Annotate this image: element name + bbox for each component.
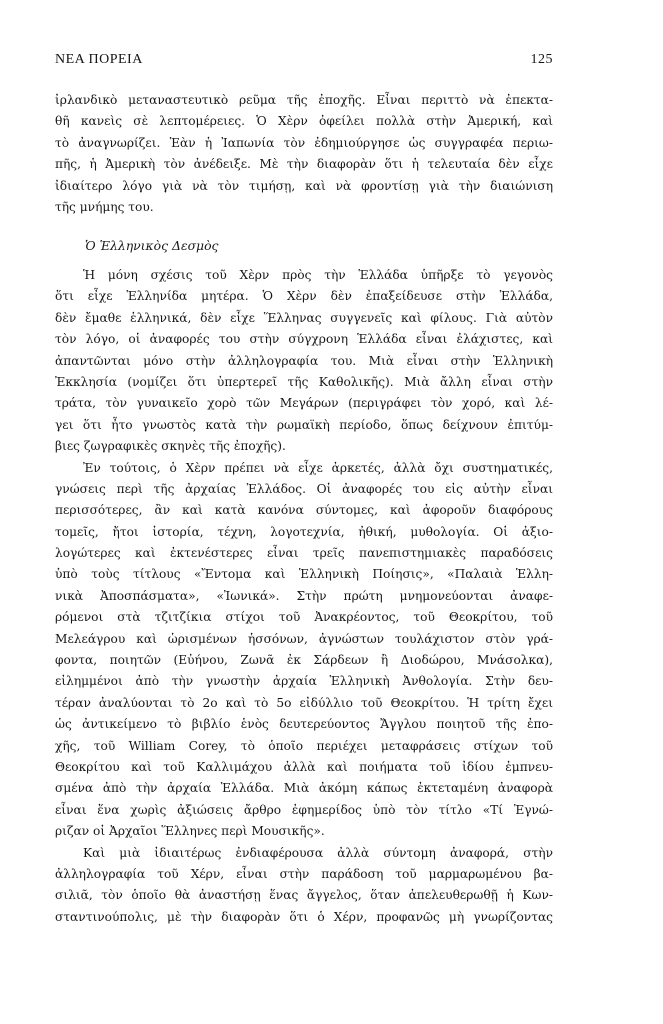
- text-line: λογώτερες καὶ ἐκτενέστερες εἶναι τρεῖς πανεπιστημιακὲς παραδόσεις: [55, 546, 553, 561]
- text-line: Ἐκκλησία (νομίζει ὅτι ὑπερτερεῖ τῆς Καθολικῆς). Μιὰ ἄλλη εἶναι στὴν: [55, 374, 553, 389]
- text-line: φοντα, ποιητῶν (Εὐήνου, Ζωνᾶ ἐκ Σάρδεων ἢ Διοδώρου, Μνάσολκα),: [55, 653, 553, 668]
- text-line: ρόμενοι στὰ τζιτζίκια στίχοι τοῦ Ἀνακρέοντος, τοῦ Θεοκρίτου, τοῦ: [55, 610, 553, 625]
- text-line: τὸν λόγο, οἱ ἀναφορές του στὴν σύγχρονη Ἑλλάδα εἶναι ἐλάχιστες, καὶ: [55, 332, 553, 347]
- text-line: σμένα ἀπὸ τὴν ἀρχαία Ἑλλάδα. Μιὰ ἀκόμη κάπως ἐκτεταμένη ἀναφορὰ: [55, 781, 553, 796]
- text-line: Ἐν τούτοις, ὁ Χὲρν πρέπει νὰ εἶχε ἀρκετές, ἀλλὰ ὄχι συστηματικές,: [83, 460, 553, 475]
- text-line: εἰλημμένοι ἀπὸ τὴν γνωστὴν ἀρχαία Ἑλληνικὴ Ἀνθολογία. Στὴν δευ-: [55, 674, 553, 689]
- body-text: [55, 265, 553, 928]
- text-line: βιες ζωγραφικὲς σκηνὲς τῆς ἐποχῆς).: [55, 439, 286, 454]
- text-line: πῆς, ἡ Ἀμερικὴ τὸν ἀνέδειξε. Μὲ τὴν διαφορὰν ὅτι ἡ τελευταία δὲν εἶχε: [55, 157, 553, 172]
- text-line: ἰδιαίτερο λόγο γιὰ νὰ τὸν τιμήσῃ, καὶ νὰ φροντίσῃ γιὰ τὴν διαιώνιση: [55, 178, 553, 193]
- section-heading: Ὁ Ἑλληνικὸς Δεσμὸς: [85, 238, 219, 253]
- text-line: ριζαν οἱ Ἀρχαῖοι Ἕλληνες περὶ Μουσικῆς».: [55, 824, 325, 839]
- text-line: δὲν ἔμαθε ἑλληνικά, δὲν εἶχε Ἕλληνας συγγενεῖς καὶ φίλους. Γιὰ αὐτὸν: [55, 310, 553, 325]
- text-line: νικὰ Ἀποσπάσματα», «Ἰωνικά». Στὴν πρώτη μνημονεύονται ἀναφε-: [55, 588, 553, 603]
- text-line: τέραν ἀναλύονται τὸ 2ο καὶ τὸ 5ο εἰδύλλιο τοῦ Θεοκρίτου. Ἡ τρίτη ἔχει: [55, 695, 553, 710]
- text-line: τὸ ἀναγνωρίζει. Ἐὰν ἡ Ἰαπωνία τὸν ἐδημιούργησε ὡς συγγραφέα περιω-: [55, 135, 553, 150]
- text-line: τράτα, τὸν γυναικεῖο χορὸ τῶν Μεγάρων (περιγράφει τὸν χορό, καὶ λέ-: [55, 396, 553, 411]
- text-line: εἶναι ἕνα χωρὶς ἀξιώσεις ἄρθρο ἐφημερίδος ὑπὸ τὸν τίτλο «Τί Ἐγνώ-: [55, 802, 553, 817]
- text-line: Ἡ μόνη σχέσις τοῦ Χὲρν πρὸς τὴν Ἑλλάδα ὑπῆρξε τὸ γεγονὸς: [83, 268, 553, 282]
- text-line: τῆς μνήμης του.: [55, 199, 154, 214]
- text-line: γνώσεις περὶ τῆς ἀρχαίας Ἑλλάδος. Οἱ ἀναφορές του εἰς αὐτὴν εἶναι: [55, 481, 553, 496]
- page-number: 125: [530, 52, 553, 67]
- text-line: ἰρλανδικὸ μεταναστευτικὸ ρεῦμα τῆς ἐποχῆς. Εἶναι περιττὸ νὰ ἐπεκτα-: [55, 93, 553, 107]
- text-line: Καὶ μιὰ ἰδιαιτέρως ἐνδιαφέρουσα ἀλλὰ σύντομη ἀναφορά, στὴν: [83, 845, 553, 860]
- text-line: ὑπὸ τοὺς τίτλους «Ἔντομα καὶ Ἑλληνικὴ Ποίησις», «Παλαιὰ Ἑλλη-: [55, 567, 553, 582]
- text-line: σταντινούπολις, μὲ τὴν διαφορὰν ὅτι ὁ Χέρν, προφανῶς μὴ γνωρίζοντας: [55, 909, 553, 924]
- text-line: θῆ κανεὶς σὲ λεπτομέρειες. Ὁ Χὲρν ὀφείλει πολλὰ στὴν Ἀμερική, καὶ: [55, 114, 553, 129]
- text-line: περισσότερες, ἂν καὶ κατὰ κανόνα σύντομες, καὶ ἀφοροῦν διαφόρους: [55, 503, 553, 518]
- text-line: ὅτι εἶχε Ἑλληνίδα μητέρα. Ὁ Χὲρν δὲν ἐπαξείδευσε στὴν Ἑλλάδα,: [55, 289, 553, 304]
- text-line: ἀπαντῶνται μόνο στὴν ἀλληλογραφία του. Μιὰ εἶναι στὴν Ἑλληνικὴ: [55, 353, 553, 368]
- text-line: ὡς ἀντικείμενο τὸ βιβλίο ἑνὸς δευτερεύοντος Ἄγγλου ποιητοῦ τῆς ἐπο-: [55, 717, 553, 732]
- text-line: σιλιᾶ, τὸν ὁποῖο θὰ ἀναστήσῃ ἕνας ἄγγελος, ὅταν ἀπελευθερωθῇ ἡ Κων-: [55, 888, 553, 903]
- text-line: ἀλληλογραφία τοῦ Χέρν, εἶναι στὴν παράδοση τοῦ μαρμαρωμένου βα-: [55, 866, 553, 881]
- text-line: τομεῖς, ἤτοι ἱστορία, τέχνη, λογοτεχνία, ἠθική, μυθολογία. Οἱ ἀξιο-: [55, 524, 553, 539]
- journal-title: ΝΕΑ ΠΟΡΕΙΑ: [55, 52, 143, 67]
- text-line: Θεοκρίτου καὶ τοῦ Καλλιμάχου ἀλλὰ καὶ ποιήματα τοῦ ἰδίου ἐμπνευ-: [55, 759, 553, 774]
- opening-paragraph: [55, 90, 553, 218]
- text-line: γει ὅτι ἦτο γνωστὸς κατὰ τὴν ρωμαϊκὴ περίοδο, ὅπως δείχνουν ἐπιτύμ-: [55, 417, 553, 432]
- text-line: χῆς, τοῦ William Corey, τὸ ὁποῖο περιέχει μεταφράσεις στίχων τοῦ: [55, 738, 553, 753]
- running-header: [55, 52, 553, 72]
- text-line: Μελεάγρου καὶ ὡρισμένων ἡσσόνων, ἀγνώστων τουλάχιστον στὸν γρά-: [55, 631, 553, 646]
